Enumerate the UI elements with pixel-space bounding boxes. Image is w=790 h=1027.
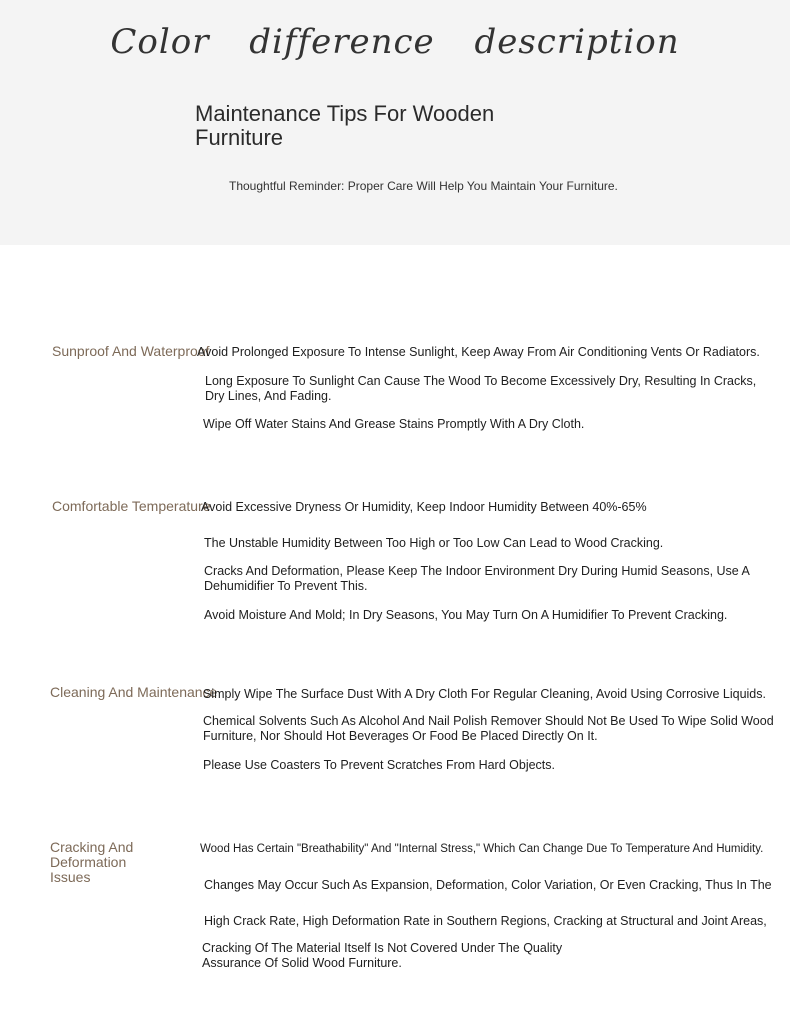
- section-line: Long Exposure To Sunlight Can Cause The Wood To Become Excessively Dry, Resulting In Cracks, Dry Lines, And Fading.: [205, 374, 757, 403]
- reminder-text: Thoughtful Reminder: Proper Care Will Help You Maintain Your Furniture.: [229, 179, 618, 193]
- section-line: Avoid Prolonged Exposure To Intense Sunlight, Keep Away From Air Conditioning Vents Or Radiators.: [197, 345, 760, 359]
- section-line: Wood Has Certain "Breathability" And "Internal Stress," Which Can Change Due To Temperature And Humidity.: [200, 843, 764, 855]
- section-line: Changes May Occur Such As Expansion, Deformation, Color Variation, Or Even Cracking, Thus In The: [204, 878, 772, 892]
- section-label-cleaning: Cleaning And Maintenance: [50, 684, 218, 700]
- section-line: Cracking Of The Material Itself Is Not Covered Under The Quality Assurance Of Solid Wood Furniture.: [202, 941, 563, 970]
- page-title: Maintenance Tips For Wooden Furniture: [195, 101, 495, 150]
- section-line: Simply Wipe The Surface Dust With A Dry Cloth For Regular Cleaning, Avoid Using Corrosive Liquids.: [203, 687, 766, 701]
- script-heading: [0, 22, 790, 62]
- section-label-temperature: Comfortable Temperature: [52, 498, 211, 514]
- script-word: difference: [249, 22, 435, 62]
- section-line: Please Use Coasters To Prevent Scratches From Hard Objects.: [203, 758, 555, 772]
- section-line: Avoid Moisture And Mold; In Dry Seasons, You May Turn On A Humidifier To Prevent Cracking.: [204, 608, 728, 622]
- section-line: Chemical Solvents Such As Alcohol And Nail Polish Remover Should Not Be Used To Wipe Solid Wood Furniture, Nor Should Hot Beverages Or Food Be Placed Directly On It.: [203, 714, 774, 743]
- script-word: Color: [110, 22, 210, 62]
- section-line: Wipe Off Water Stains And Grease Stains Promptly With A Dry Cloth.: [203, 417, 585, 431]
- section-line: Cracks And Deformation, Please Keep The Indoor Environment Dry During Humid Seasons, Use A Dehumidifier To Prevent This.: [204, 564, 750, 593]
- section-line: High Crack Rate, High Deformation Rate in Southern Regions, Cracking at Structural and Joint Areas,: [204, 914, 767, 928]
- section-label-cracking: Cracking And Deformation Issues: [50, 839, 134, 885]
- section-label-sunproof: Sunproof And Waterproof: [52, 343, 210, 359]
- script-word: description: [474, 22, 680, 62]
- section-line: Avoid Excessive Dryness Or Humidity, Keep Indoor Humidity Between 40%-65%: [201, 500, 647, 514]
- section-line: The Unstable Humidity Between Too High or Too Low Can Lead to Wood Cracking.: [204, 536, 664, 550]
